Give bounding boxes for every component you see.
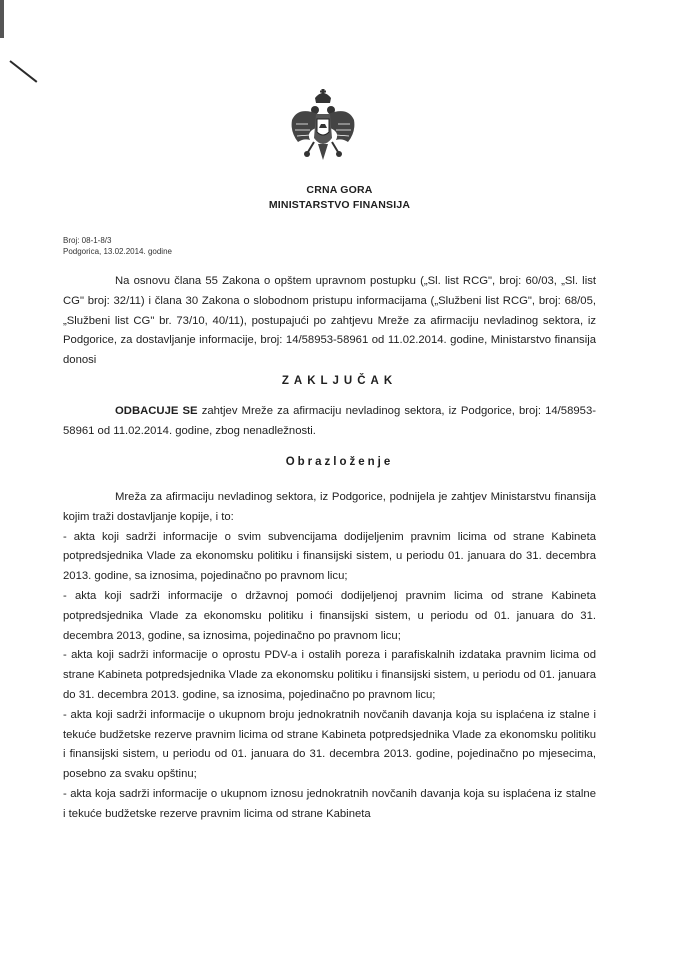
list-item: - akta koja sadrži informacije o ukupnom iznosu jednokratnih novčanih davanja koja su isplaćena iz stalne i tekuće budžetske rezerve pravnim licima od strane Kabineta — [63, 787, 596, 820]
country-heading: CRNA GORA — [306, 184, 373, 196]
decision-paragraph — [63, 402, 596, 442]
ministry-heading: MINISTARSTVO FINANSIJA — [268, 199, 411, 211]
document-title: ZAKLJUČAK — [281, 375, 398, 387]
list-item: - akta koji sadrži informacije o oprostu PDV-a i ostalih poreza i parafiskalnih izdataka pravnim licima od strane Kabineta potpredsjednika Vlade za ekonomsku politiku i finansijski sistem, u periodu od 01. januara do 31. decembra 2013. godine, sa iznosima, pojedinačno po pravnom licu; — [63, 649, 596, 701]
reasoning-lead: Mreža za afirmaciju nevladinog sektora, iz Podgorice, podnijela je zahtjev Ministarstvu finansija kojim traži dostavljanje kopije, i to: — [63, 491, 596, 523]
intro-paragraph: Na osnovu člana 55 Zakona o opštem upravnom postupku („Sl. list RCG", broj: 60/03, „Sl. list CG" broj: 32/11) i člana 30 Zakona o slobodnom pristupu informacijama („Službeni list RCG", broj: 68/05, „Službeni list CG" br. 73/10, 40/11), postupajući po zahtjevu Mreže za afirmaciju nevladinog sektora, iz Podgorice, za dostavljanje informacije, broj: 14/58953-58961 od 11.02.2014. godine, Ministarstvo finansija donosi — [63, 275, 596, 367]
place-and-date: Podgorica, 13.02.2014. godine — [63, 247, 172, 256]
decision-keyword: ODBACUJE SE — [115, 405, 198, 417]
coat-of-arms-icon — [288, 88, 358, 170]
list-item: - akta koji sadrži informacije o svim subvencijama dodijeljenim pravnim licima od strane Kabineta potpredsjednika Vlade za ekonomsku politiku i finansijski sistem, u periodu 01. januara do 31. decembra 2013. godine, sa iznosima, pojedinačno po pravnom licu; — [63, 530, 596, 583]
scan-stroke-mark — [9, 60, 37, 83]
list-item: - akta koji sadrži informacije o državnoj pomoći dodijeljenoj pravnim licima od strane Kabineta potpredsjednika Vlade za ekonomsku politiku i finansijski sistem, u periodu od 01. januara do 31. decembra 2013, godine, sa iznosima, pojedinačno po pravnom licu; — [63, 589, 596, 642]
list-item: - akta koji sadrži informacije o ukupnom broju jednokratnih novčanih davanja koja su isplaćena iz stalne i tekuće budžetske rezerve pravnim licima od strane Kabineta potpredsjednika Vlade za ekonomsku politiku i finansijski sistem, u periodu od 01. januara do 31. decembra 2013. godine, pojedinačno po mjesecima, posebno za svaku opštinu; — [63, 708, 596, 781]
reasoning-section — [63, 488, 596, 825]
scan-edge-mark — [0, 0, 4, 38]
reference-number: Broj: 08-1-8/3 — [63, 236, 112, 245]
decision-text: zahtjev Mreže za afirmaciju nevladinog sektora, iz Podgorice, broj: 14/58953-58961 od 11.02.2014. godine, zbog nenadležnosti. — [63, 405, 596, 437]
reasoning-title: Obrazloženje — [285, 456, 394, 468]
